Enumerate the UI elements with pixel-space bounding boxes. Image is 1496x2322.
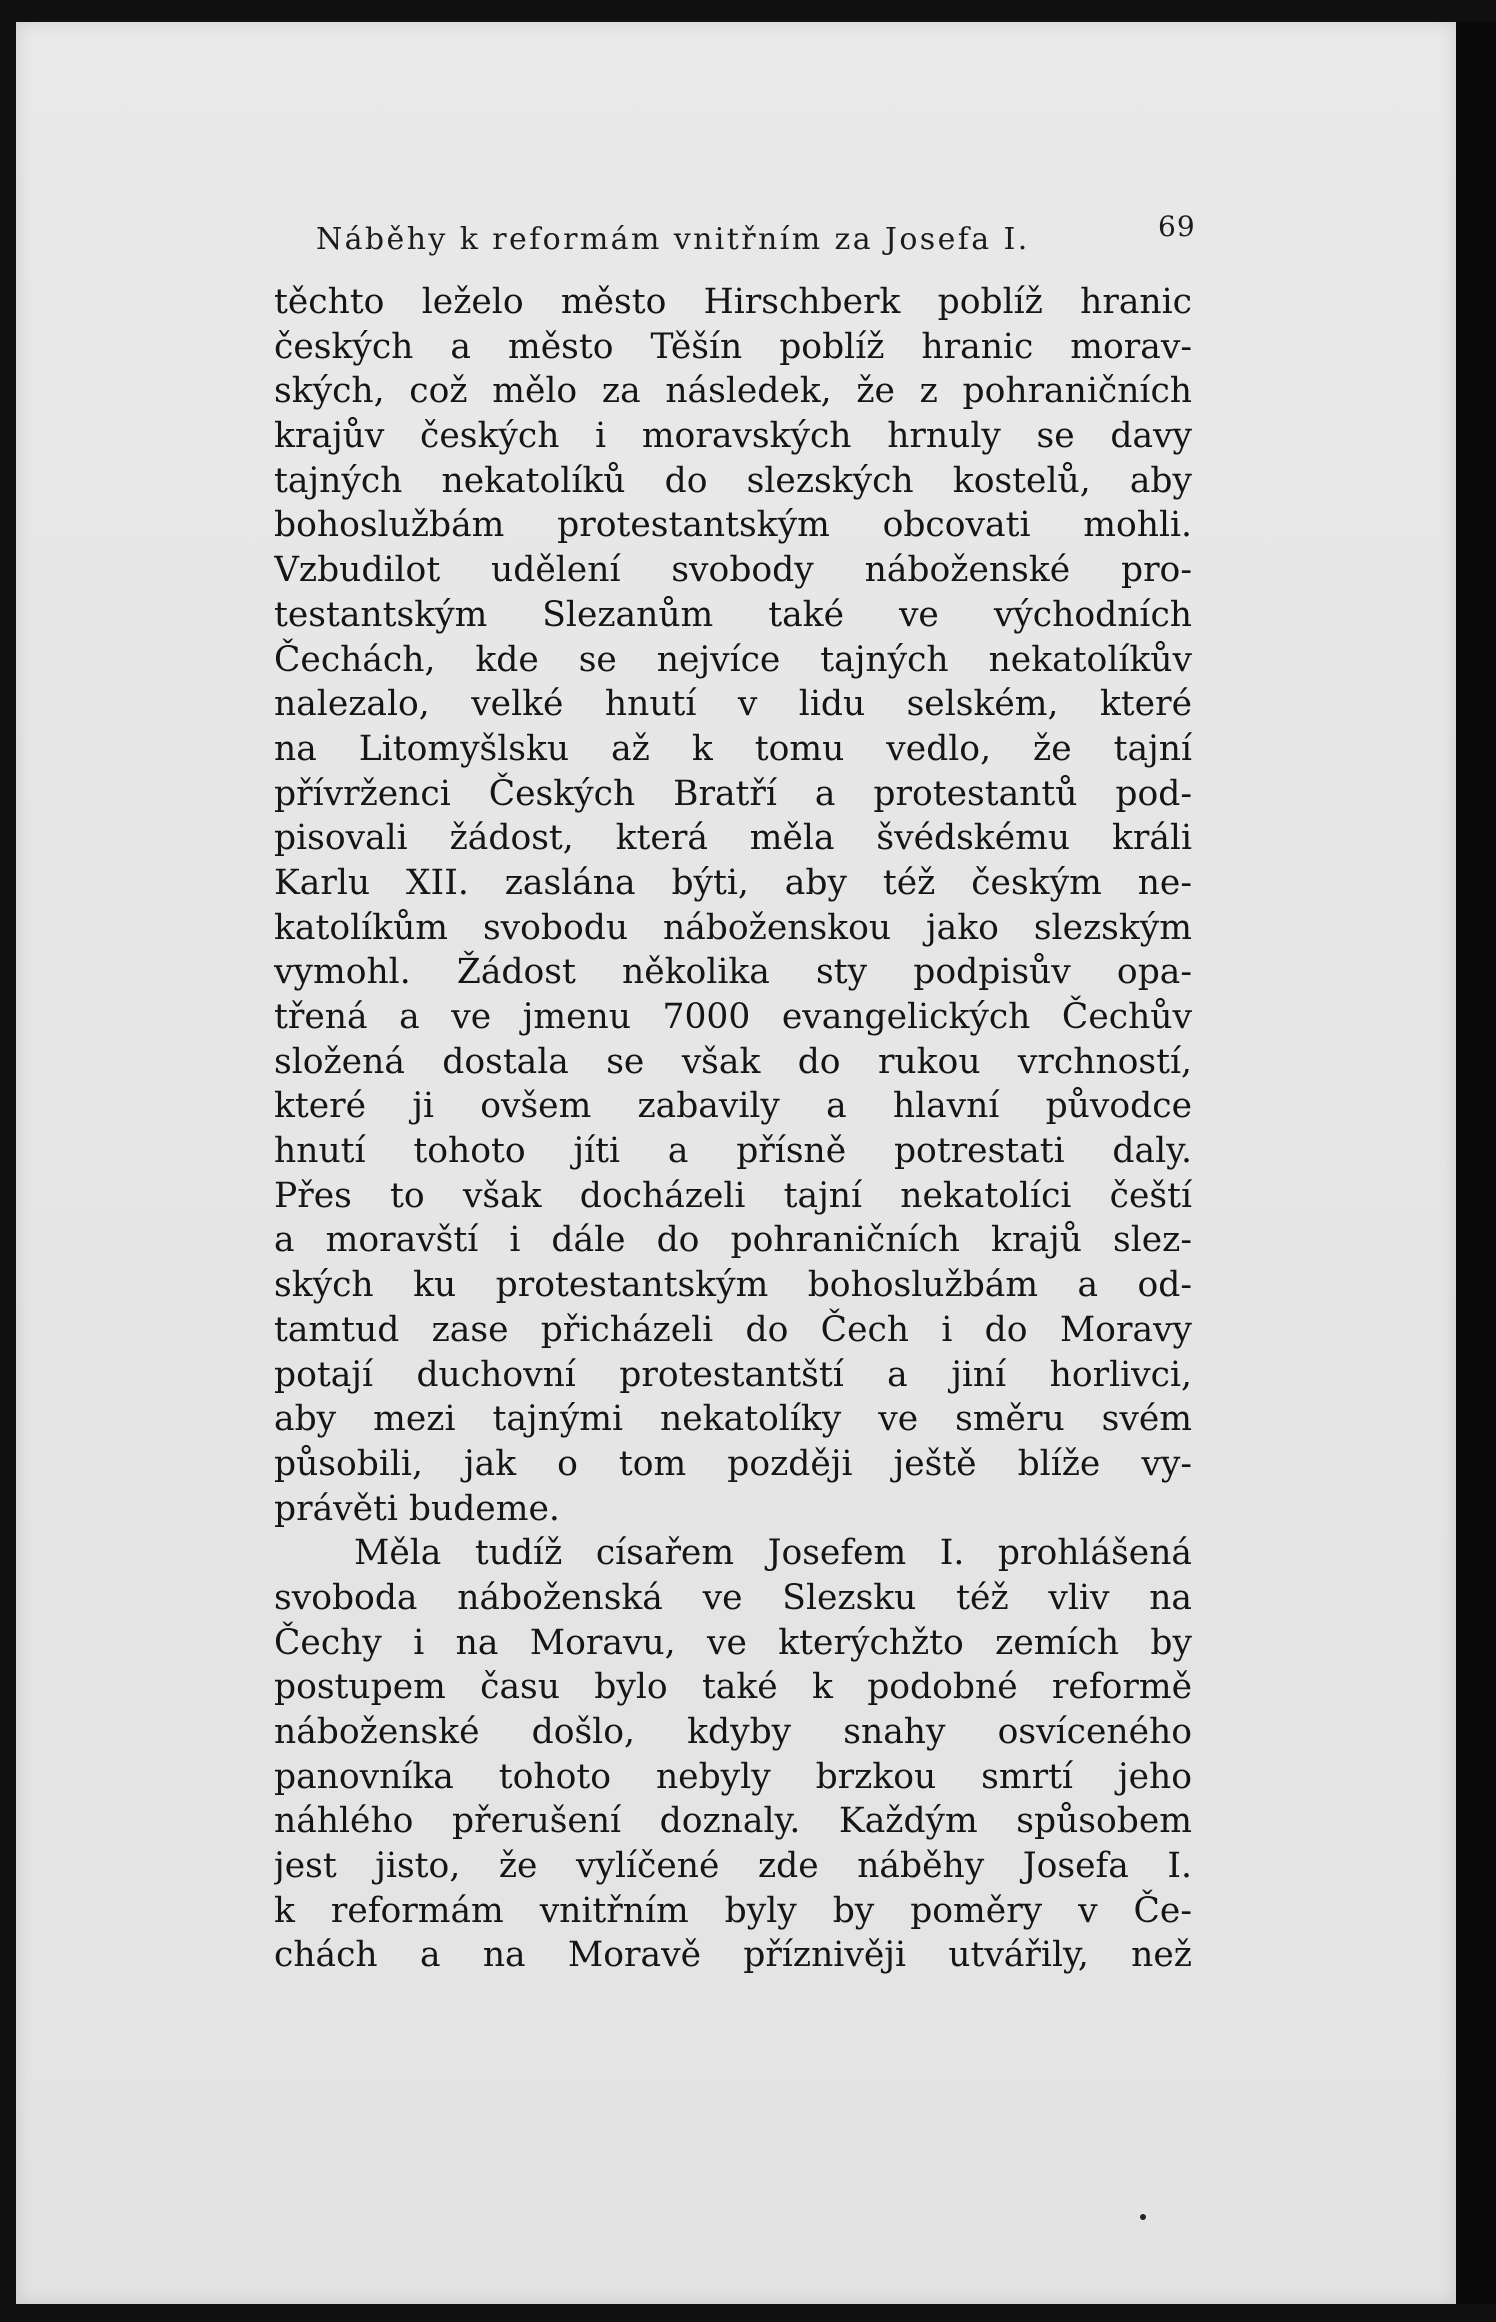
- text-line: Čechy i na Moravu, ve kterýchžto zemích by: [274, 1622, 1192, 1663]
- text-line: těchto leželo město Hirschberk poblíž hranic: [274, 282, 1192, 322]
- text-line: bohoslužbám protestantským obcovati mohli.: [274, 505, 1192, 546]
- text-line: které ji ovšem zabavily a hlavní původce: [274, 1086, 1192, 1127]
- text-line: náhlého přerušení doznaly. Každým spůsobem: [274, 1801, 1192, 1842]
- text-line: Karlu XII. zaslána býti, aby též českým ne-: [274, 862, 1192, 903]
- text-line: ských ku protestantským bohoslužbám a od-: [274, 1265, 1192, 1306]
- body-text: [274, 280, 1192, 1978]
- book-page: [16, 22, 1456, 2304]
- scan-border: [1456, 22, 1496, 2304]
- text-line: tamtud zase přicházeli do Čech i do Moravy: [274, 1309, 1192, 1350]
- text-line: hnutí tohoto jíti a přísně potrestati daly.: [274, 1131, 1192, 1172]
- text-line: panovníka tohoto nebyly brzkou smrtí jeho: [274, 1756, 1192, 1797]
- page-number: 69: [1158, 210, 1196, 243]
- text-line: ských, což mělo za následek, že z pohraničních: [274, 371, 1192, 412]
- text-line: přívrženci Českých Bratří a protestantů pod-: [274, 773, 1192, 814]
- running-title: Náběhy k reformám vnitřním za Josefa I.: [316, 222, 1030, 257]
- text-line-paragraph-start: Měla tudíž císařem Josefem I. prohlášená: [354, 1533, 1192, 1574]
- running-head: [316, 210, 1216, 260]
- text-line: působili, jak o tom později ještě blíže vy-: [274, 1443, 1192, 1484]
- text-line: svoboda náboženská ve Slezsku též vliv na: [274, 1577, 1192, 1618]
- text-line: Přes to však docházeli tajní nekatolíci čeští: [274, 1175, 1192, 1216]
- text-line: tajných nekatolíků do slezských kostelů, aby: [274, 460, 1192, 501]
- text-line: potají duchovní protestantští a jiní horlivci,: [274, 1354, 1192, 1395]
- text-line: katolíkům svobodu náboženskou jako slezským: [274, 907, 1192, 948]
- text-line: testantským Slezanům také ve východních: [274, 594, 1192, 635]
- text-line: k reformám vnitřním byly by poměry v Če-: [274, 1890, 1192, 1931]
- paper-speck: [1140, 2214, 1146, 2220]
- text-line: vymohl. Žádost několika sty podpisův opa-: [274, 952, 1192, 993]
- text-line: a moravští i dále do pohraničních krajů slez-: [274, 1220, 1192, 1261]
- text-line: krajův českých i moravských hrnuly se davy: [274, 416, 1192, 457]
- text-line: složená dostala se však do rukou vrchností,: [274, 1041, 1192, 1082]
- text-line: Vzbudilot udělení svobody náboženské pro-: [274, 550, 1192, 591]
- text-line: pisovali žádost, která měla švédskému králi: [274, 818, 1192, 859]
- text-line: jest jisto, že vylíčené zde náběhy Josefa I.: [274, 1846, 1192, 1887]
- text-line: náboženské došlo, kdyby snahy osvíceného: [274, 1712, 1192, 1752]
- text-line: nalezalo, velké hnutí v lidu selském, které: [274, 684, 1192, 725]
- text-line: Čechách, kde se nejvíce tajných nekatolíkův: [274, 639, 1192, 680]
- text-line: českých a město Těšín poblíž hranic morav-: [274, 326, 1192, 367]
- text-line: chách a na Moravě příznivěji utvářily, než: [274, 1935, 1192, 1976]
- text-line-paragraph-end: právěti budeme.: [274, 1488, 560, 1529]
- text-line: na Litomyšlsku až k tomu vedlo, že tajní: [274, 728, 1192, 769]
- text-line: třená a ve jmenu 7000 evangelických Čechův: [274, 997, 1192, 1037]
- text-line: postupem času bylo také k podobné reformě: [274, 1667, 1192, 1708]
- text-line: aby mezi tajnými nekatolíky ve směru svém: [274, 1399, 1192, 1440]
